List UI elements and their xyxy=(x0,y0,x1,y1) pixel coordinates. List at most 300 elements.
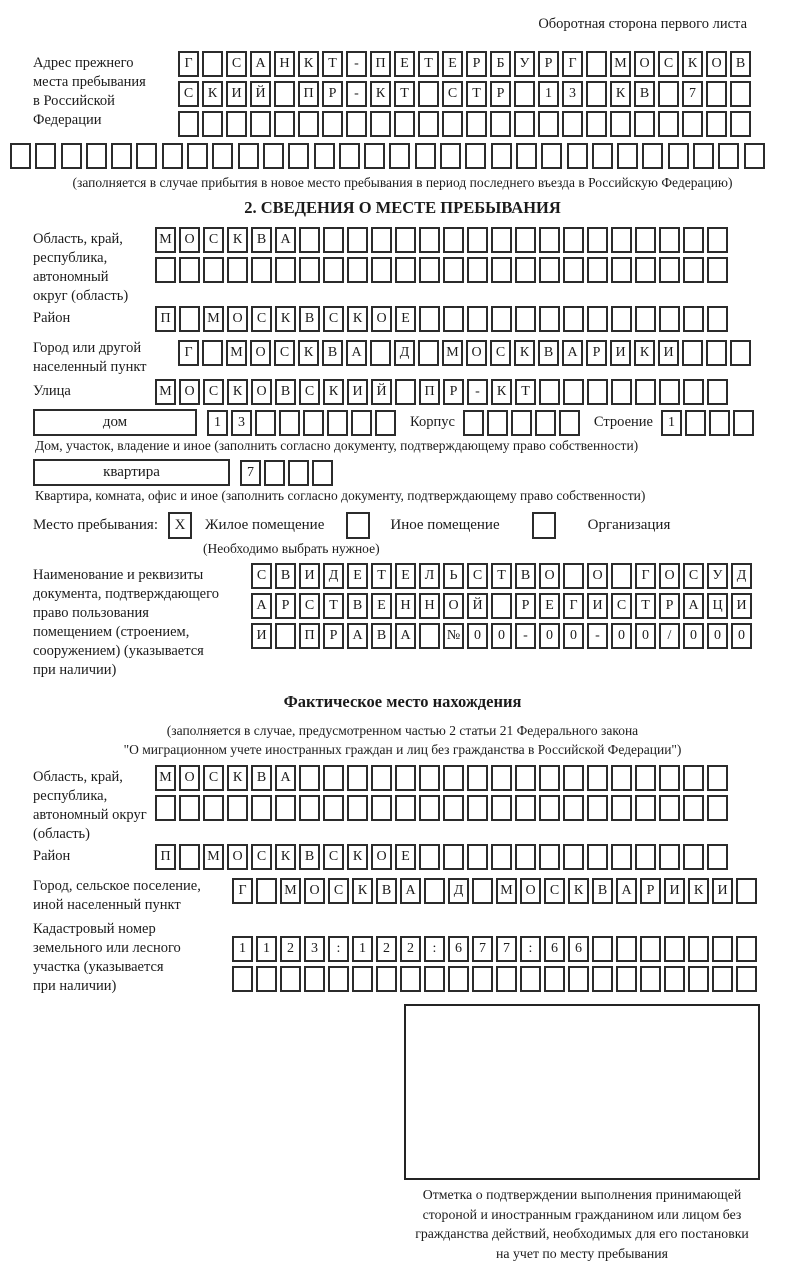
char-cell xyxy=(418,81,439,107)
char-cell xyxy=(111,143,132,169)
char-cell: 7 xyxy=(496,936,517,962)
char-cell xyxy=(275,623,296,649)
char-cell: М xyxy=(203,306,224,332)
char-cell: К xyxy=(202,81,223,107)
char-cell xyxy=(736,878,757,904)
char-cell: К xyxy=(227,379,248,405)
char-cell xyxy=(539,227,560,253)
korpus-cells xyxy=(463,410,580,436)
apartment-note: Квартира, комната, офис и иное (заполнить согласно документу, подтверждающему право собственности) xyxy=(35,488,646,503)
actual-location-title: Фактическое место нахождения xyxy=(283,692,522,711)
char-row xyxy=(178,336,751,366)
char-cell xyxy=(736,966,757,992)
char-cell xyxy=(463,410,484,436)
char-cell: П xyxy=(298,81,319,107)
char-cell: О xyxy=(179,765,200,791)
char-cell xyxy=(635,306,656,332)
char-cell xyxy=(303,410,324,436)
char-cell xyxy=(136,143,157,169)
char-cell xyxy=(706,111,727,137)
char-cell xyxy=(251,257,272,283)
char-cell xyxy=(683,227,704,253)
char-cell xyxy=(395,257,416,283)
char-cell xyxy=(274,81,295,107)
char-cell: Д xyxy=(731,563,752,589)
char-cell: Р xyxy=(490,81,511,107)
char-cell xyxy=(541,143,562,169)
char-cell xyxy=(448,966,469,992)
char-cell xyxy=(179,257,200,283)
char-cell: 1 xyxy=(232,936,253,962)
char-cell: О xyxy=(520,878,541,904)
char-cell xyxy=(424,878,445,904)
char-cell xyxy=(683,379,704,405)
char-cell xyxy=(395,227,416,253)
char-cell xyxy=(227,795,248,821)
char-cell xyxy=(304,966,325,992)
char-cell xyxy=(707,844,728,870)
char-cell xyxy=(682,340,703,366)
prev-address-note: (заполняется в случае прибытия в новое место пребывания в период последнего въезда в Российскую Федерацию) xyxy=(72,175,733,190)
char-cell xyxy=(718,143,739,169)
char-cell xyxy=(562,111,583,137)
char-cell xyxy=(371,765,392,791)
char-cell xyxy=(10,143,31,169)
char-cell: П xyxy=(299,623,320,649)
char-cell xyxy=(611,765,632,791)
char-cell xyxy=(352,966,373,992)
char-cell: 0 xyxy=(539,623,560,649)
char-cell xyxy=(467,844,488,870)
char-cell xyxy=(323,227,344,253)
option-organization-label: Организация xyxy=(587,517,671,533)
korpus-label: Корпус xyxy=(410,414,455,430)
char-row xyxy=(251,623,752,649)
char-cell: В xyxy=(275,379,296,405)
char-cell xyxy=(490,111,511,137)
char-cell xyxy=(299,257,320,283)
char-cell: - xyxy=(515,623,536,649)
char-cell: Т xyxy=(635,593,656,619)
char-row xyxy=(232,966,757,992)
char-cell: Д xyxy=(394,340,415,366)
char-cell xyxy=(635,844,656,870)
char-cell xyxy=(730,111,751,137)
char-cell xyxy=(659,844,680,870)
house-note: Дом, участок, владение и иное (заполнить согласно документу, подтверждающему право собственности) xyxy=(35,438,639,453)
char-cell: Е xyxy=(347,563,368,589)
char-cell: Е xyxy=(395,306,416,332)
char-cell xyxy=(744,143,765,169)
char-cell xyxy=(688,936,709,962)
char-cell xyxy=(611,379,632,405)
char-cell xyxy=(563,379,584,405)
char-cell: А xyxy=(347,623,368,649)
char-cell xyxy=(415,143,436,169)
char-cell: Г xyxy=(563,593,584,619)
char-cell: Г xyxy=(635,563,656,589)
char-cell xyxy=(535,410,556,436)
char-cell xyxy=(592,966,613,992)
char-cell xyxy=(443,257,464,283)
char-cell: К xyxy=(227,765,248,791)
title-document-field xyxy=(33,563,772,680)
char-cell xyxy=(587,227,608,253)
char-cell: С xyxy=(299,593,320,619)
cadastral-field xyxy=(33,917,772,996)
char-cell: К xyxy=(634,340,655,366)
char-cell xyxy=(659,765,680,791)
char-cell xyxy=(376,966,397,992)
char-cell xyxy=(640,966,661,992)
char-cell xyxy=(472,966,493,992)
char-cell xyxy=(491,143,512,169)
stay-type-note: (Необходимо выбрать нужное) xyxy=(203,541,380,556)
char-cell: И xyxy=(658,340,679,366)
char-cell xyxy=(419,844,440,870)
char-cell xyxy=(288,143,309,169)
char-cell: К xyxy=(347,306,368,332)
char-cell xyxy=(611,227,632,253)
char-cell: Т xyxy=(418,51,439,77)
char-cell xyxy=(539,844,560,870)
char-cell xyxy=(635,227,656,253)
char-cell: С xyxy=(323,306,344,332)
char-cell xyxy=(419,765,440,791)
char-cell xyxy=(187,143,208,169)
char-cell: В xyxy=(299,844,320,870)
char-cell xyxy=(418,111,439,137)
char-cell xyxy=(491,306,512,332)
char-cell xyxy=(634,111,655,137)
char-cell xyxy=(418,340,439,366)
page-side-note: Оборотная сторона первого листа xyxy=(538,16,747,32)
char-cell xyxy=(563,306,584,332)
char-cell: О xyxy=(371,306,392,332)
char-cell xyxy=(730,81,751,107)
char-cell xyxy=(539,257,560,283)
char-cell: М xyxy=(155,765,176,791)
char-cell xyxy=(202,51,223,77)
char-cell xyxy=(587,257,608,283)
char-cell: - xyxy=(346,51,367,77)
option-other-premises-label: Иное помещение xyxy=(390,517,500,533)
char-cell xyxy=(707,227,728,253)
char-cell xyxy=(514,81,535,107)
char-cell: - xyxy=(587,623,608,649)
district-field xyxy=(33,306,772,332)
char-cell xyxy=(178,111,199,137)
char-cell xyxy=(707,306,728,332)
stay-type-line xyxy=(33,512,772,539)
char-cell: В xyxy=(275,563,296,589)
char-cell: И xyxy=(712,878,733,904)
char-cell: Е xyxy=(539,593,560,619)
char-cell xyxy=(563,844,584,870)
char-cell: П xyxy=(155,306,176,332)
char-cell: И xyxy=(731,593,752,619)
char-cell: В xyxy=(347,593,368,619)
char-cell xyxy=(659,795,680,821)
char-cell: 0 xyxy=(731,623,752,649)
char-cell xyxy=(395,379,416,405)
char-cell xyxy=(586,81,607,107)
char-cell xyxy=(539,379,560,405)
char-cell: О xyxy=(466,340,487,366)
char-cell xyxy=(394,111,415,137)
char-cell: В xyxy=(538,340,559,366)
char-cell xyxy=(539,765,560,791)
char-cell: К xyxy=(568,878,589,904)
char-cell: А xyxy=(616,878,637,904)
char-cell: А xyxy=(275,227,296,253)
char-cell xyxy=(515,795,536,821)
char-cell xyxy=(592,936,613,962)
char-row xyxy=(232,936,757,962)
char-cell xyxy=(263,143,284,169)
char-cell xyxy=(443,227,464,253)
char-cell xyxy=(443,844,464,870)
char-cell xyxy=(371,227,392,253)
char-cell: П xyxy=(370,51,391,77)
char-cell: К xyxy=(370,81,391,107)
prev-address-label: Адрес прежнего места пребывания в Российской Федерации xyxy=(33,55,146,128)
char-cell: А xyxy=(275,765,296,791)
actual-city-field xyxy=(33,874,772,915)
char-cell xyxy=(491,227,512,253)
char-cell: Л xyxy=(419,563,440,589)
char-cell: 1 xyxy=(352,936,373,962)
char-cell xyxy=(563,227,584,253)
char-cell xyxy=(400,966,421,992)
char-cell: Е xyxy=(394,51,415,77)
char-cell xyxy=(279,410,300,436)
actual-district-label: Район xyxy=(33,848,71,864)
char-cell: В xyxy=(371,623,392,649)
char-cell xyxy=(635,795,656,821)
char-cell xyxy=(395,795,416,821)
city-label: Город или другой населенный пункт xyxy=(33,340,147,375)
char-cell xyxy=(275,257,296,283)
char-cell xyxy=(351,410,372,436)
street-field xyxy=(33,379,772,405)
char-cell: М xyxy=(442,340,463,366)
char-cell xyxy=(586,111,607,137)
char-cell xyxy=(288,460,309,486)
char-cell xyxy=(664,966,685,992)
char-cell xyxy=(298,111,319,137)
char-cell xyxy=(443,795,464,821)
char-cell: К xyxy=(491,379,512,405)
char-cell: О xyxy=(371,844,392,870)
char-cell: - xyxy=(346,81,367,107)
char-cell: Ц xyxy=(707,593,728,619)
char-cell xyxy=(587,844,608,870)
char-cell: К xyxy=(275,306,296,332)
char-cell: О xyxy=(304,878,325,904)
char-cell: Т xyxy=(466,81,487,107)
char-cell xyxy=(256,966,277,992)
char-cell xyxy=(467,257,488,283)
char-cell: Т xyxy=(515,379,536,405)
char-cell: И xyxy=(347,379,368,405)
char-cell xyxy=(659,257,680,283)
char-cell: Р xyxy=(322,81,343,107)
char-cell xyxy=(511,410,532,436)
house-number-cells xyxy=(207,410,396,436)
option-residential-label: Жилое помещение xyxy=(205,517,325,533)
char-cell xyxy=(370,111,391,137)
char-cell: Е xyxy=(395,563,416,589)
char-cell xyxy=(635,765,656,791)
apartment-line xyxy=(33,459,772,486)
char-cell: Р xyxy=(323,623,344,649)
char-cell xyxy=(642,143,663,169)
char-cell xyxy=(419,227,440,253)
char-cell: К xyxy=(323,379,344,405)
char-cell xyxy=(347,795,368,821)
char-cell: О xyxy=(179,379,200,405)
char-cell xyxy=(280,966,301,992)
char-row xyxy=(155,844,728,870)
char-cell xyxy=(611,306,632,332)
char-cell: С xyxy=(323,844,344,870)
city-field xyxy=(33,336,772,377)
char-cell: 1 xyxy=(661,410,682,436)
char-cell xyxy=(538,111,559,137)
char-cell xyxy=(443,306,464,332)
char-cell: О xyxy=(659,563,680,589)
char-cell xyxy=(419,795,440,821)
char-cell xyxy=(232,966,253,992)
char-cell: 7 xyxy=(240,460,261,486)
char-cell: А xyxy=(251,593,272,619)
char-cell xyxy=(617,143,638,169)
char-cell: 1 xyxy=(207,410,228,436)
char-cell xyxy=(472,878,493,904)
char-cell: 6 xyxy=(544,936,565,962)
char-row xyxy=(155,765,728,791)
char-cell xyxy=(202,340,223,366)
char-cell: О xyxy=(443,593,464,619)
char-cell xyxy=(515,257,536,283)
checkbox-residential: X xyxy=(168,512,192,539)
char-cell xyxy=(707,765,728,791)
char-cell xyxy=(668,143,689,169)
char-cell xyxy=(255,410,276,436)
char-cell: Д xyxy=(448,878,469,904)
char-cell xyxy=(685,410,706,436)
char-cell xyxy=(567,143,588,169)
char-cell xyxy=(635,379,656,405)
char-cell xyxy=(328,966,349,992)
title-document-label: Наименование и реквизиты документа, подтверждающего право пользования помещением (строением, сооружением) (указывается при наличии) xyxy=(33,567,219,678)
char-cell xyxy=(587,379,608,405)
char-cell: П xyxy=(419,379,440,405)
char-cell: С xyxy=(544,878,565,904)
district-label: Район xyxy=(33,310,71,326)
char-cell: С xyxy=(178,81,199,107)
char-cell: С xyxy=(203,227,224,253)
char-cell: С xyxy=(203,379,224,405)
char-cell: Р xyxy=(538,51,559,77)
char-cell: О xyxy=(227,306,248,332)
char-cell xyxy=(487,410,508,436)
char-cell: И xyxy=(251,623,272,649)
char-cell xyxy=(563,795,584,821)
char-cell xyxy=(314,143,335,169)
char-cell xyxy=(682,111,703,137)
char-cell: Т xyxy=(371,563,392,589)
char-cell xyxy=(226,111,247,137)
char-cell xyxy=(683,765,704,791)
char-cell xyxy=(563,563,584,589)
char-cell: О xyxy=(706,51,727,77)
char-cell: К xyxy=(352,878,373,904)
char-cell: 6 xyxy=(568,936,589,962)
char-cell xyxy=(544,966,565,992)
char-cell xyxy=(61,143,82,169)
char-cell: М xyxy=(280,878,301,904)
char-cell xyxy=(491,844,512,870)
char-cell: 6 xyxy=(448,936,469,962)
char-cell: Т xyxy=(323,593,344,619)
house-line xyxy=(33,409,772,436)
char-cell: И xyxy=(664,878,685,904)
char-cell: 1 xyxy=(256,936,277,962)
char-cell: М xyxy=(155,379,176,405)
char-cell: С xyxy=(226,51,247,77)
stamp-box xyxy=(404,1004,760,1180)
char-cell xyxy=(491,795,512,821)
char-cell: О xyxy=(251,379,272,405)
char-cell xyxy=(733,410,754,436)
char-cell: О xyxy=(587,563,608,589)
char-row xyxy=(155,227,728,253)
char-cell xyxy=(155,257,176,283)
char-cell: 2 xyxy=(400,936,421,962)
char-cell: 7 xyxy=(682,81,703,107)
char-row-full-width xyxy=(10,143,772,169)
char-cell: К xyxy=(682,51,703,77)
char-cell xyxy=(587,765,608,791)
char-cell: В xyxy=(515,563,536,589)
char-cell xyxy=(730,340,751,366)
char-cell: К xyxy=(298,340,319,366)
char-cell xyxy=(299,795,320,821)
char-cell xyxy=(323,795,344,821)
actual-city-label: Город, сельское поселение, иной населенный пункт xyxy=(33,878,201,913)
char-cell: Д xyxy=(323,563,344,589)
char-cell xyxy=(658,111,679,137)
char-cell: С xyxy=(274,340,295,366)
char-cell: : xyxy=(520,936,541,962)
char-cell: 0 xyxy=(467,623,488,649)
char-cell xyxy=(179,306,200,332)
char-cell xyxy=(707,257,728,283)
cadastral-label: Кадастровый номер земельного или лесного участка (указывается при наличии) xyxy=(33,921,181,994)
char-cell xyxy=(515,227,536,253)
char-cell xyxy=(442,111,463,137)
char-cell xyxy=(563,765,584,791)
char-cell: С xyxy=(251,563,272,589)
char-cell xyxy=(347,257,368,283)
char-cell: № xyxy=(443,623,464,649)
char-cell xyxy=(371,795,392,821)
char-cell xyxy=(688,966,709,992)
char-cell xyxy=(587,795,608,821)
char-cell: К xyxy=(275,844,296,870)
